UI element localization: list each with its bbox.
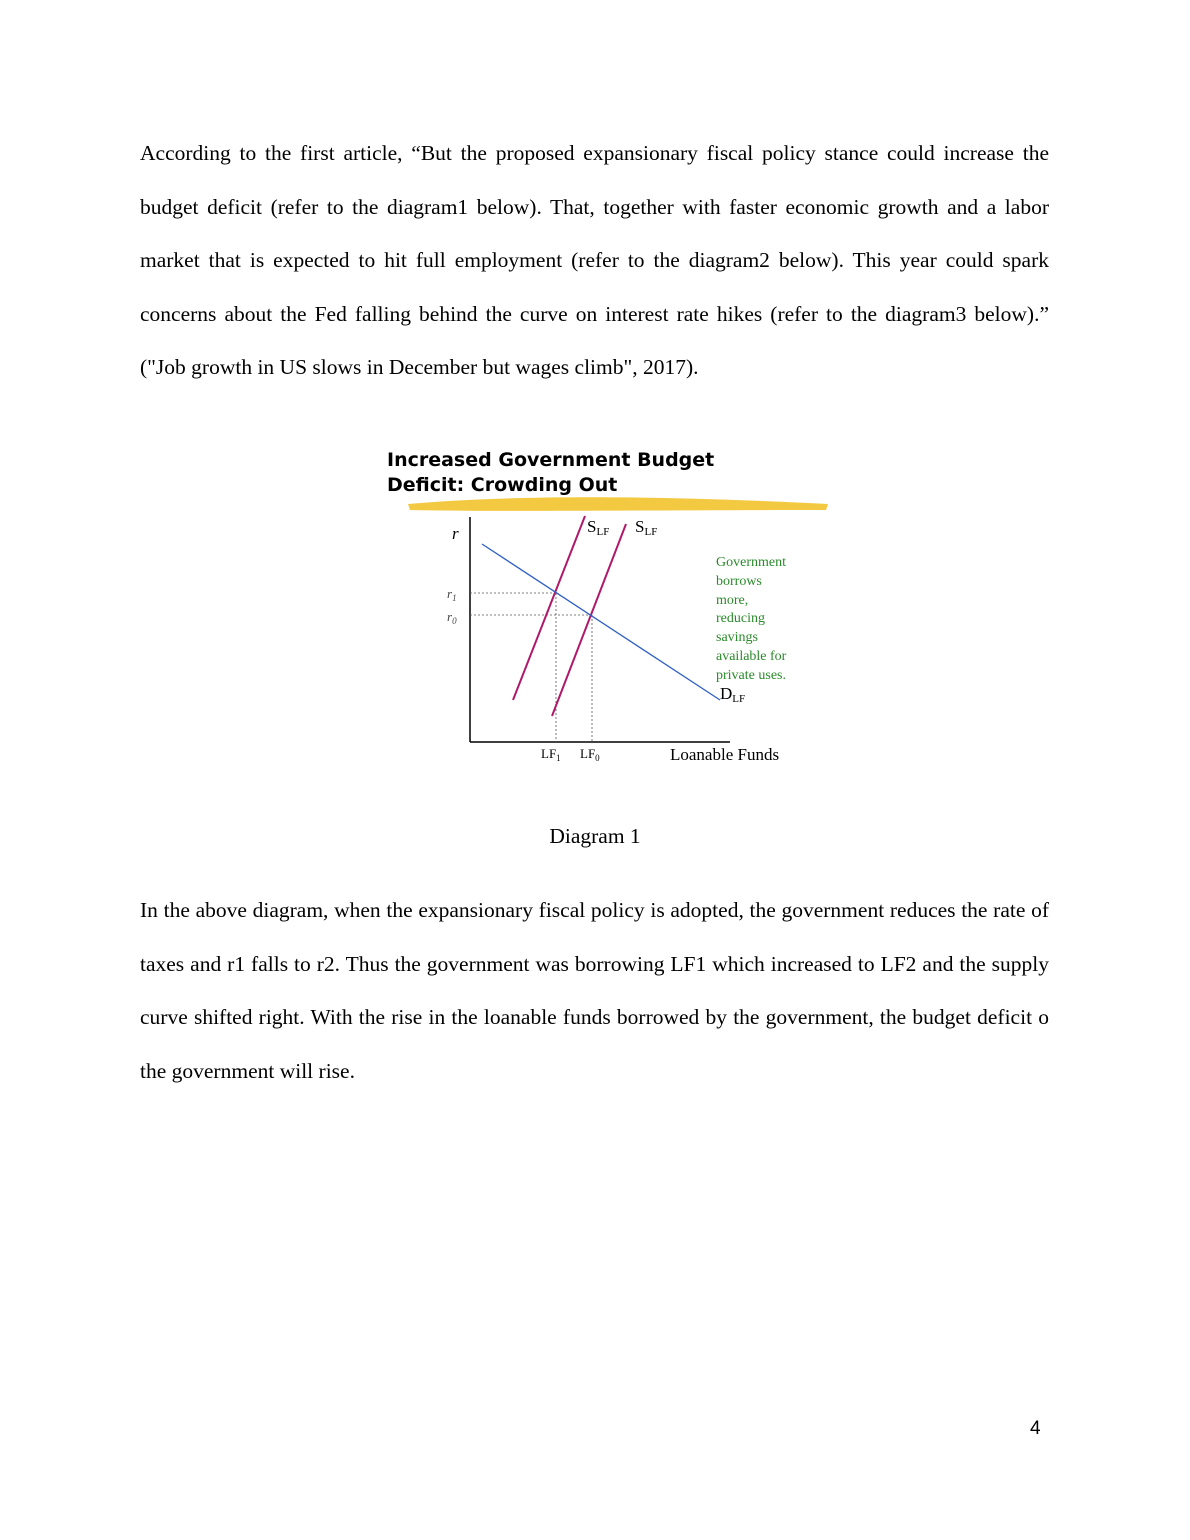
- r1-label: $r_1$: [447, 586, 457, 603]
- figure-title-line2: Deficit: Crowding Out: [387, 474, 618, 496]
- annotation-line: available for: [716, 649, 787, 664]
- supply-curve-right: [552, 524, 626, 716]
- annotation-line: savings: [716, 630, 758, 645]
- supply-right-label: SLF: [635, 517, 658, 538]
- annotation-line: borrows: [716, 574, 762, 589]
- demand-label: DLF: [720, 684, 746, 705]
- annotation-line: reducing: [716, 611, 765, 626]
- paragraph-intro: According to the first article, “But the proposed expansionary fiscal policy stance could increase the budget deficit (refer to the diagram1 below). That, together with faster economic growth and a labor market that is expected to hit full employment (refer to the diagram2 below). This year could spark concerns about the Fed falling behind the curve on interest rate hikes (refer to the diagram3 below).” ("Job growth in US slows in December but wages climb", 2017).: [140, 141, 1049, 380]
- r0-label: $r_0$: [447, 609, 457, 626]
- page-number: 4: [1030, 1418, 1041, 1439]
- annotation-text: [716, 555, 787, 683]
- y-axis-label: r: [452, 524, 459, 543]
- annotation-line: more,: [716, 593, 749, 608]
- annotation-line: private uses.: [716, 668, 786, 683]
- supply-curve-left: [513, 516, 585, 700]
- figure-title-line1: Increased Government Budget: [387, 449, 715, 471]
- lf0-label: $LF_0$: [580, 746, 600, 763]
- lf1-label: $LF_1$: [541, 746, 561, 763]
- title-highlight: [408, 497, 828, 511]
- crowding-out-diagram: [380, 440, 840, 780]
- figure-caption: Diagram 1: [549, 824, 641, 848]
- paragraph-explanation: In the above diagram, when the expansionary fiscal policy is adopted, the government reduces the rate of taxes and r1 falls to r2. Thus the government was borrowing LF1 which increased to LF2 and the supply curve shifted right. With the rise in the loanable funds borrowed by the government, the budget deficit o the government will rise.: [140, 898, 1049, 1083]
- demand-curve: [482, 544, 720, 700]
- supply-left-label: SLF: [587, 517, 610, 538]
- x-axis-label: Loanable Funds: [670, 745, 780, 764]
- annotation-line: Government: [716, 555, 786, 570]
